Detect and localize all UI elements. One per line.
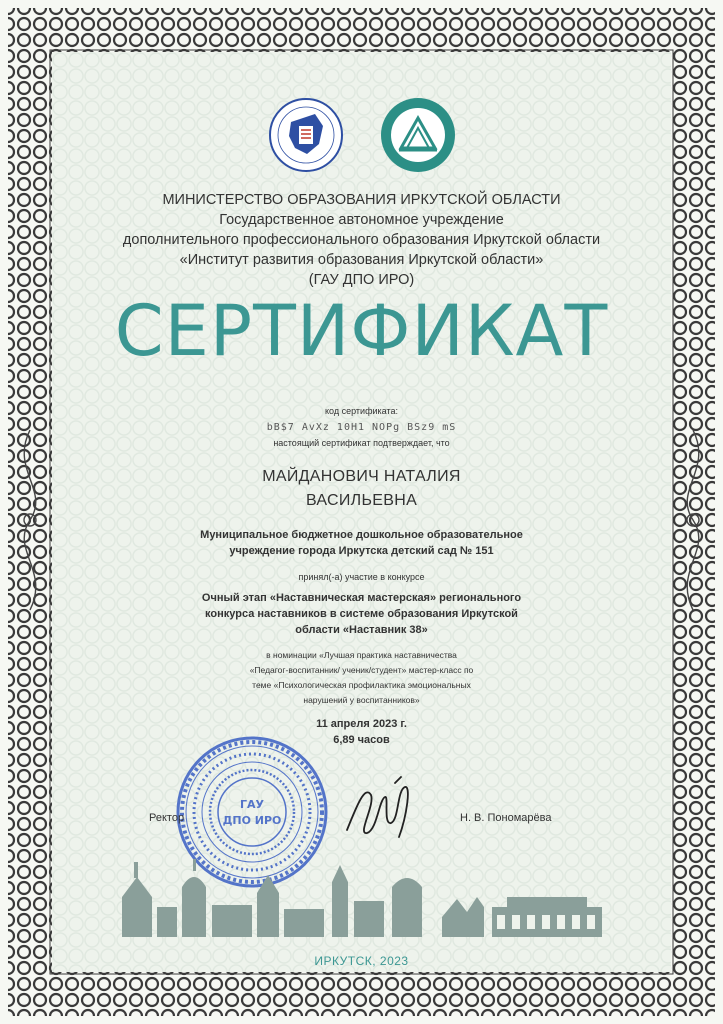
nomination-line1: в номинации «Лучшая практика наставничества [266,650,457,660]
issuer-header [52,190,671,290]
nomination-text [52,648,671,708]
recipient-name-line2: ВАСИЛЬЕВНА [305,492,418,509]
participation-label: принял(-а) участие в конкурсе [298,572,425,582]
nomination-line3: теме «Психологическая профилактика эмоциональных [252,680,471,690]
stamp-line1: ГАУ [239,798,265,811]
contest-line3: области «Наставник 38» [295,624,428,636]
stamp-line2: ДПО ИРО [222,814,282,827]
irkutsk-region-education-emblem-icon [267,96,345,174]
recipient-name [52,465,671,513]
irkutsk-skyline-icon [112,857,612,937]
certificate-code: bB$7 AvXz 10H1 NOPg BSz9 mS [266,422,457,433]
issuer-ministry: МИНИСТЕРСТВО ОБРАЗОВАНИЯ ИРКУТСКОЙ ОБЛАСТИ [162,192,561,208]
certificate-title: СЕРТИФИКАТ [114,290,609,372]
issuer-type: Государственное автономное учреждение [219,212,504,228]
rector-name: Н. В. Пономарёва [460,812,552,824]
organization-line1: Муниципальное бюджетное дошкольное образовательное [200,529,523,541]
code-label: код сертификата: [325,406,398,416]
city-year: ИРКУТСК, 2023 [314,954,409,968]
contest-name [52,590,671,638]
rector-label: Ректор [149,812,185,824]
certificate-body [52,52,671,972]
confirmation-text: настоящий сертификат подтверждает, что [273,438,450,448]
event-hours: 6,89 часов [333,734,390,746]
nomination-line2: «Педагог-воспитанник/ ученик/студент» мастер-класс по [249,665,474,675]
event-date: 11 апреля 2023 г. [316,718,407,730]
contest-line1: Очный этап «Наставническая мастерская» регионального [201,592,522,604]
contest-line2: конкурса наставников в системе образования Иркутской [205,608,518,620]
institute-development-emblem-icon [379,96,457,174]
nomination-line4: нарушений у воспитанников» [303,695,420,705]
issuer-institute-name: «Институт развития образования Иркутской области» [179,252,544,268]
rector-signature-icon [337,775,427,845]
organization-line2: учреждение города Иркутска детский сад № 151 [229,545,494,557]
recipient-name-line1: МАЙДАНОВИЧ НАТАЛИЯ [262,468,461,485]
recipient-organization [52,527,671,559]
event-details [52,716,671,748]
issuer-abbreviation: (ГАУ ДПО ИРО) [308,272,415,288]
issuer-education-level: дополнительного профессионального образования Иркутской области [122,232,601,248]
logos-row [52,96,671,174]
